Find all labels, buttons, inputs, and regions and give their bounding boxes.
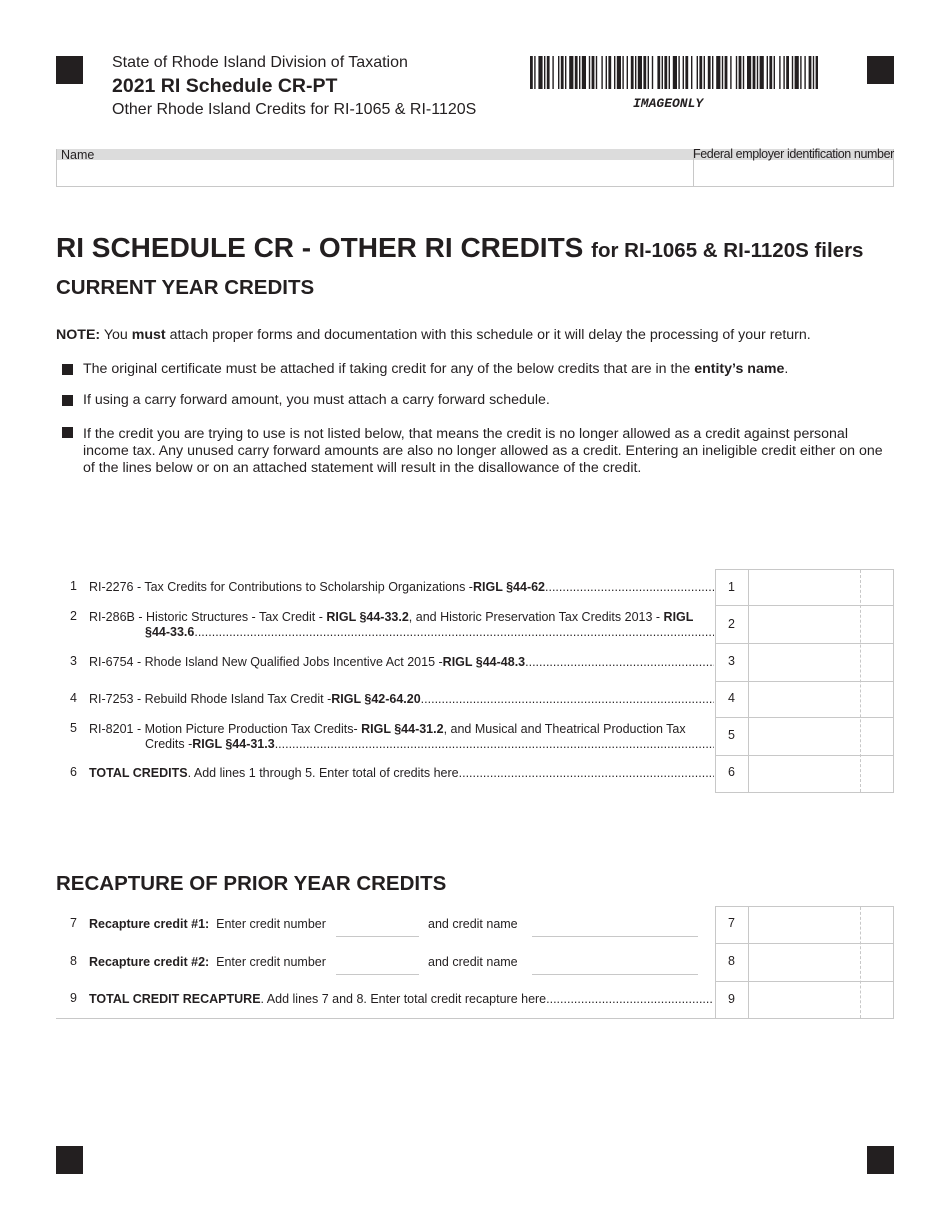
field-underline (532, 936, 698, 937)
line-number: 9 (70, 991, 77, 1005)
row-divider (715, 717, 894, 718)
row-divider (715, 755, 894, 756)
recapture-heading: RECAPTURE OF PRIOR YEAR CREDITS (56, 872, 447, 895)
line-box-number: 3 (728, 654, 735, 668)
line-box-number: 9 (728, 992, 735, 1006)
bullet-icon (62, 427, 73, 438)
registration-mark-bottom-left (56, 1146, 83, 1174)
line-7-label: Recapture credit #1: Enter credit number (89, 917, 326, 931)
line-2-amount-input[interactable] (750, 608, 892, 641)
line-number: 4 (70, 691, 77, 705)
registration-mark-top-right (867, 56, 894, 84)
line-5-amount-input[interactable] (750, 720, 892, 753)
line-number: 2 (70, 609, 77, 623)
field-underline (532, 974, 698, 975)
row-divider (715, 681, 894, 682)
current-year-credits-heading: CURRENT YEAR CREDITS (56, 276, 315, 299)
line-2-description: RI-286B - Historic Structures - Tax Credit - RIGL §44-33.2, and Historic Preservation Tax Credits 2013 - RIGL (89, 610, 694, 624)
barcode-icon (530, 56, 818, 89)
name-field[interactable] (58, 162, 690, 185)
page-title: RI SCHEDULE CR - OTHER RI CREDITS for RI-1065 & RI-1120S filers (56, 232, 864, 263)
recapture-2-credit-name-input[interactable] (532, 953, 698, 973)
line-6-description: TOTAL CREDITS . Add lines 1 through 5. Enter total of credits here ..... (89, 765, 714, 781)
line-number-column-divider (748, 906, 749, 1019)
bullet-3-text: If the credit you are trying to use is not listed below, that means the credit is no longer allowed as a credit against personal income tax. Any unused carry forward amounts are also no longer allowed as a credit. Entering an ineligible credit either on one of the lines below or on an attached statement will result in the disallowance of the credit. (83, 426, 883, 476)
line-box-number: 4 (728, 691, 735, 705)
bullet-icon (62, 395, 73, 406)
line-9-total-input[interactable] (750, 984, 892, 1017)
row-divider (715, 981, 894, 982)
field-underline (336, 936, 419, 937)
note-text: NOTE: You must attach proper forms and documentation with this schedule or it will delay the processing of your return. (56, 327, 811, 343)
line-6-total-input[interactable] (750, 758, 892, 791)
line-1-description: RI-2276 - Tax Credits for Contributions to Scholarship Organizations - RIGL §44-62 ..... (89, 579, 714, 595)
line-2-description-cont: §44-33.6 ..... (145, 624, 714, 640)
line-4-amount-input[interactable] (750, 684, 892, 715)
row-divider (715, 605, 894, 606)
line-3-amount-input[interactable] (750, 646, 892, 679)
form-title: 2021 RI Schedule CR-PT (112, 75, 338, 97)
line-8-label: Recapture credit #2: Enter credit number (89, 955, 326, 969)
page-title-suffix: for RI-1065 & RI-1120S filers (591, 239, 864, 262)
line-box-number: 5 (728, 728, 735, 742)
line-5-description-cont: Credits - RIGL §44-31.3 ..... (145, 736, 714, 752)
recapture-bottom-rule (56, 1018, 716, 1019)
recapture-1-credit-name-input[interactable] (532, 915, 698, 935)
recapture-2-credit-number-input[interactable] (336, 953, 419, 973)
row-divider (715, 643, 894, 644)
line-8-amount-input[interactable] (750, 946, 892, 979)
line-box-number: 6 (728, 765, 735, 779)
bullet-1-text: The original certificate must be attached if taking credit for any of the below credits that are in the entity’s name. (83, 361, 789, 377)
line-number: 8 (70, 954, 77, 968)
line-box-number: 8 (728, 954, 735, 968)
registration-mark-bottom-right (867, 1146, 894, 1174)
line-number: 3 (70, 654, 77, 668)
line-7-name-label: and credit name (428, 917, 518, 931)
name-label: Name (61, 148, 95, 162)
line-number: 1 (70, 579, 77, 593)
line-number: 5 (70, 721, 77, 735)
imageonly-label: IMAGEONLY (633, 96, 704, 111)
line-1-amount-input[interactable] (750, 572, 892, 603)
recapture-1-credit-number-input[interactable] (336, 915, 419, 935)
row-divider (715, 943, 894, 944)
line-8-name-label: and credit name (428, 955, 518, 969)
line-9-description: TOTAL CREDIT RECAPTURE . Add lines 7 and 8. Enter total credit recapture here ..... (89, 991, 714, 1007)
line-number: 6 (70, 765, 77, 779)
form-subtitle: Other Rhode Island Credits for RI-1065 & RI-1120S (112, 101, 477, 118)
line-3-description: RI-6754 - Rhode Island New Qualified Jobs Incentive Act 2015 - RIGL §44-48.3 ..... (89, 654, 714, 670)
field-underline (336, 974, 419, 975)
line-box-number: 2 (728, 617, 735, 631)
agency-name: State of Rhode Island Division of Taxation (112, 54, 408, 71)
bullet-icon (62, 364, 73, 375)
line-box-number: 7 (728, 916, 735, 930)
registration-mark-top-left (56, 56, 83, 84)
fein-label: Federal employer identification number (693, 147, 894, 161)
line-5-description: RI-8201 - Motion Picture Production Tax Credits- RIGL §44-31.2, and Musical and Theatrical Production Tax (89, 722, 686, 736)
bullet-2-text: If using a carry forward amount, you must attach a carry forward schedule. (83, 392, 550, 408)
line-7-amount-input[interactable] (750, 909, 892, 941)
fein-field[interactable] (696, 162, 892, 185)
line-number: 7 (70, 916, 77, 930)
line-box-number: 1 (728, 580, 735, 594)
line-4-description: RI-7253 - Rebuild Rhode Island Tax Credit - RIGL §42-64.20 ..... (89, 691, 714, 707)
